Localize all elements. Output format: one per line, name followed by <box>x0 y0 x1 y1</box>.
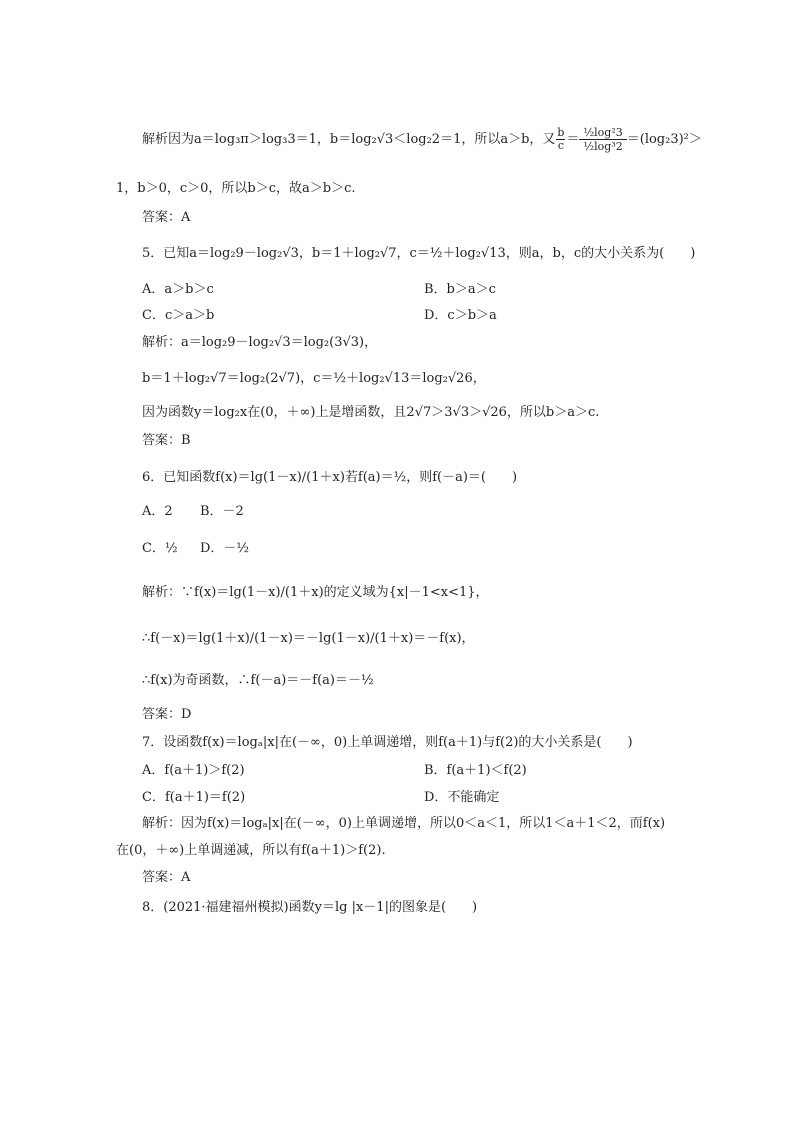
q5-analysis-3: 因为函数y＝log₂x在(0，＋∞)上是增函数，且2√7＞3√3＞√26，所以b＞a＞c. <box>142 405 600 420</box>
q6-analysis-1: 解析：∵f(x)＝lg(1－x)/(1＋x)的定义域为{x|－1<x<1}， <box>142 585 489 600</box>
q7-stem: 7．设函数f(x)＝logₐ|x|在(－∞，0)上单调递增，则f(a＋1)与f(2)的大小关系是( ) <box>142 735 633 750</box>
q5-option-a: A．a＞b＞c <box>142 282 214 297</box>
q7-option-a: A．f(a＋1)＞f(2) <box>142 763 245 778</box>
q4-analysis-expr: a＝log₃π＞log₃3＝1，b＝log₂√3＜log₂2＝1，所以a＞b，又 <box>194 132 556 147</box>
q5-option-c: C．c＞a＞b <box>142 308 215 323</box>
q4-analysis-cont: 1，b＞0，c＞0，所以b＞c，故a＞b＞c. <box>116 181 356 196</box>
q6-analysis-3: ∴f(x)为奇函数，∴f(－a)＝－f(a)＝－½ <box>142 673 374 688</box>
q5-option-d: D．c＞b＞a <box>424 308 497 323</box>
q5-stem: 5．已知a＝log₂9－log₂√3，b＝1＋log₂√7，c＝½＋log₂√13，则a，b，c的大小关系为( ) <box>142 246 696 261</box>
q8-stem: 8．(2021·福建福州模拟)函数y＝lg |x－1|的图象是( ) <box>142 900 478 915</box>
q6-option-c: C．½ <box>142 541 178 556</box>
q7-option-d: D．不能确定 <box>424 790 500 805</box>
q6-option-b: B．－2 <box>200 504 244 519</box>
q5-analysis-2: b＝1＋log₂√7＝log₂(2√7)，c＝½＋log₂√13＝log₂√26， <box>142 371 486 386</box>
q4-analysis-line: 解析因为a＝log₃π＞log₃3＝1，b＝log₂√3＜log₂2＝1，所以a＞b，又 $\frac{b}{c}$ ＝ $\frac{\text{½log²3}}{\text{½log³2}}$ ＝(log₂3)²＞ <box>142 126 702 153</box>
q4-ratio-rhs: ＝(log₂3)²＞ <box>626 132 702 147</box>
q7-option-c: C．f(a＋1)＝f(2) <box>142 790 246 805</box>
q7-analysis-2: 在(0，＋∞)上单调递减，所以有f(a＋1)＞f(2). <box>116 843 386 858</box>
q6-analysis-2: ∴f(－x)＝lg(1＋x)/(1－x)＝－lg(1－x)/(1＋x)＝－f(x)， <box>142 631 475 646</box>
q7-analysis-1: 解析：因为f(x)＝logₐ|x|在(－∞，0)上单调递增，所以0＜a＜1，所以1＜a＋1＜2，而f(x) <box>142 816 666 831</box>
q4-analysis-label: 解析因为 <box>142 132 195 147</box>
q4-ratio-bc: $\frac{b}{c}$ <box>557 126 565 152</box>
q6-answer: 答案：D <box>142 707 192 722</box>
q5-option-b: B．b＞a＞c <box>424 282 496 297</box>
q6-stem: 6．已知函数f(x)＝lg(1－x)/(1＋x)若f(a)＝½，则f(－a)＝( ) <box>142 470 518 485</box>
q6-option-a: A．2 <box>142 504 173 519</box>
q5-analysis-1: 解析：a＝log₂9－log₂√3＝log₂(3√3)， <box>142 335 378 350</box>
q7-answer: 答案：A <box>142 870 191 885</box>
q4-answer: 答案：A <box>142 210 191 225</box>
q7-option-b: B．f(a＋1)＜f(2) <box>424 763 527 778</box>
q6-option-d: D．－½ <box>200 541 250 556</box>
q4-ratio-fraction: $\frac{\text{½log²3}}{\text{½log³2}}$ <box>579 126 626 153</box>
q5-answer: 答案：B <box>142 433 191 448</box>
